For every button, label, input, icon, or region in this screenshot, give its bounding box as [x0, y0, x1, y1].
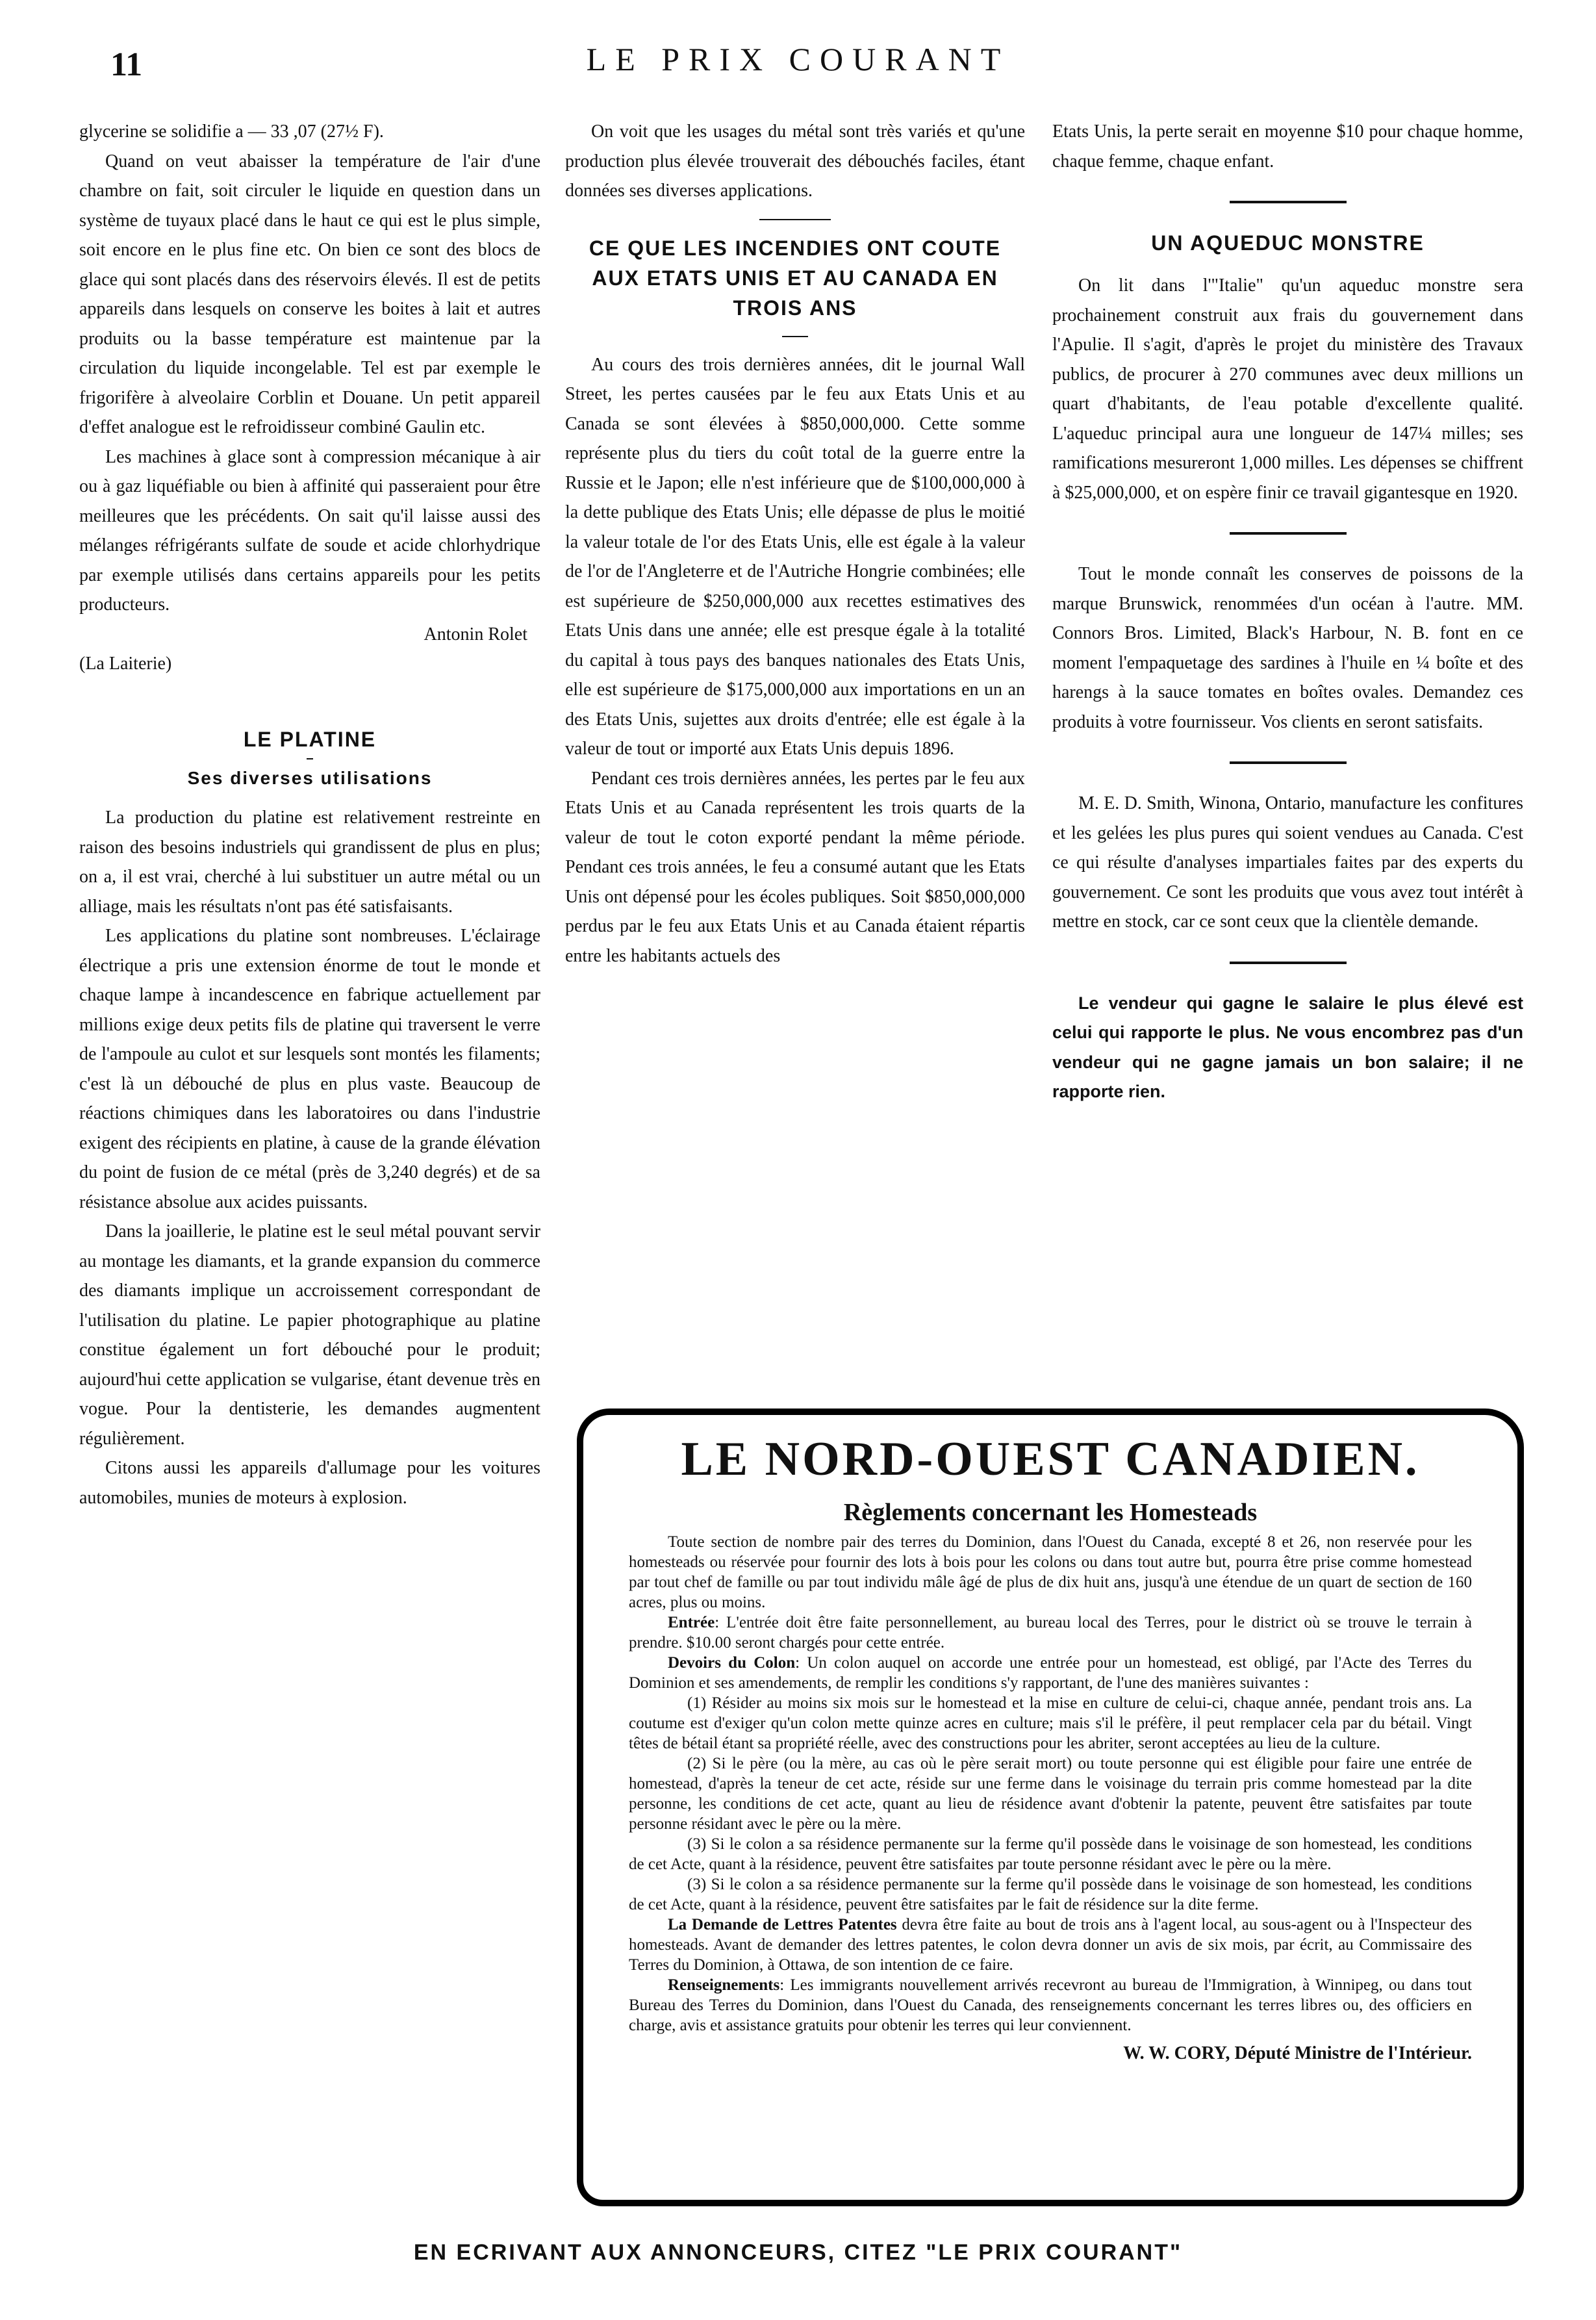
article-paragraph: Citons aussi les appareils d'allumage pour les voitures automobiles, munies de moteurs à explosion. — [79, 1458, 540, 1508]
platine-title: LE PLATINE — [243, 727, 377, 751]
ad-subtitle: Règlements concernant les Homesteads — [843, 1499, 1258, 1526]
fire-article-title: CE QUE LES INCENDIES ONT COUTE AUX ETATS UNIS ET AU CANADA EN TROIS ANS — [589, 236, 1002, 320]
ad-label: Entrée — [668, 1614, 715, 1631]
column-1 — [79, 117, 540, 1512]
salesman-notice: Le vendeur qui gagne le salaire le plus élevé est celui qui rapporte le plus. Ne vous encombrez pas d'un vendeur qui ne gagne jamais un bon salaire; il ne rapporte rien. — [1052, 993, 1523, 1101]
author-signature: Antonin Rolet — [424, 624, 527, 644]
advert-paragraph: Tout le monde connaît les conserves de poissons de la marque Brunswick, renommées d'un océan à l'autre. MM. Connors Bros. Limited, Black's Harbour, N. B. font en ce moment l'empaquetage des sardines à l'huile en ¼ boîte et des harengs à la sauce tomates en boîtes ovales. Demandez ces produits à votre fournisseur. Vos clients en seront satisfaits. — [1052, 564, 1523, 732]
page-number: 11 — [110, 46, 143, 83]
divider — [1230, 532, 1347, 535]
article-paragraph: Les machines à glace sont à compression mécanique à air ou à gaz liquéfiable ou bien à affinité qui passeraient pour être meilleures que les précédents. On sait qu'il laisse aussi des mélanges réfrigérants sulfate de soude et acide chlorhydrique par exemple utilisés dans certains appareils pour les petits producteurs. — [79, 446, 540, 615]
divider — [307, 758, 313, 759]
ad-paragraph: : Un colon auquel on accorde une entrée pour un homestead, est obligé, par l'Acte des Terres du Dominion et ses amendements, de remplir les conditions s'y rapportant, de l'une des manières suivantes : — [629, 1654, 1472, 1692]
ad-paragraph: (3) Si le colon a sa résidence permanente sur la ferme qu'il possède dans le voisinage de son homestead, les conditions de cet Acte, quant à la résidence, peuvent être satisfaites par toute personne résidant avec le père ou la mère. — [629, 1835, 1472, 1873]
ad-paragraph: (1) Résider au moins six mois sur le homestead et la mise en culture de celui-ci, chaque année, pendant trois ans. La coutume est d'exiger qu'un colon mette quinze acres en culture; mais s'il le préfère, il peut remplacer cela par du bétail. Vingt têtes de bétail étant sa propriété réelle, avec des constructions pour les abriter, seront acceptées au lieu de la culture. — [629, 1694, 1472, 1752]
ad-paragraph: (3) Si le colon a sa résidence permanente sur la ferme qu'il possède dans le voisinage de son homestead, les conditions de cet Acte, quant à la résidence, peuvent être satisfaites par le fait de résidence sur la dite ferme. — [629, 1876, 1472, 1913]
column-2 — [565, 117, 1025, 971]
footer-notice: EN ECRIVANT AUX ANNONCEURS, CITEZ "LE PRIX COURANT" — [413, 2240, 1183, 2265]
article-paragraph: Quand on veut abaisser la température de l'air d'une chambre on fait, soit circuler le liquide en question dans un système de tuyaux placé dans le haut ce qui est le plus simple, soit encore en le plus fine etc. On bien ce sont des blocs de glace qui sont placés dans des réservoirs élevés. Il est de petits appareils dans lesquels on conserve les boites à lait et autres produits ou la basse température est maintenue par la circulation du liquide incongelable. Tel est par exemple le frigorifère à alveolaire Corblin et Douane. Un petit appareil d'effet analogue est le refroidisseur combiné Gaulin etc. — [79, 151, 540, 437]
divider — [1230, 962, 1347, 964]
article-paragraph: On voit que les usages du métal sont très variés et qu'une production plus élevée trouverait des débouchés faciles, étant données ses diverses applications. — [565, 121, 1025, 201]
platine-subtitle: Ses diverses utilisations — [187, 767, 433, 788]
divider — [759, 219, 831, 220]
article-paragraph: Etats Unis, la perte serait en moyenne $10 pour chaque homme, chaque femme, chaque enfant. — [1052, 121, 1523, 172]
article-paragraph: Pendant ces trois dernières années, les pertes par le feu aux Etats Unis et au Canada représentent les trois quarts de la valeur de tout le coton exporté pendant la même période. Pendant ces trois années, le feu a consumé autant que les Etats Unis ont dépensé pour les écoles publiques. Soit $850,000,000 perdus par le feu aux Etats Unis et au Canada étaient répartis entre les habitants actuels des — [565, 768, 1025, 966]
article-source: (La Laiterie) — [79, 654, 172, 674]
divider — [782, 336, 808, 337]
ad-label: Devoirs du Colon — [668, 1654, 796, 1672]
ad-paragraph: devra être faite au bout de trois ans à l'agent local, au sous-agent ou à l'Inspecteur des homesteads. Avant de demander des lettres patentes, le colon devra donner un avis de six mois, par écrit, au Commissaire des Terres du Dominion, à Ottawa, de son intention de ce faire. — [629, 1916, 1472, 1974]
ad-body — [629, 1532, 1472, 2035]
article-paragraph: Dans la joaillerie, le platine est le seul métal pouvant servir au montage les diamants, et la grande expansion du commerce des diamants implique un accroissement correspondant de l'utilisation du platine. Le papier photographique au platine constitue également un fort débouché pour le produit; aujourd'hui cette application se vulgarise, étant devenue très en vogue. Pour la dentisterie, les demandes augmentent régulièrement. — [79, 1221, 540, 1449]
article-paragraph: On lit dans l'"Italie" qu'un aqueduc monstre sera prochainement construit aux frais du gouvernement dans l'Apulie. Il s'agit, d'après le projet du ministère des Travaux publics, de procurer à 270 communes avec deux millions un quart d'habitants, de l'eau potable d'excellente qualité. L'aqueduc principal aura une longueur de 147¼ milles; ses ramifications mesureront 1,000 milles. Les dépenses se chiffrent à $25,000,000, et on espère finir ce travail gigantesque en 1920. — [1052, 275, 1523, 503]
ad-label: La Demande de Lettres Patentes — [668, 1916, 897, 1933]
ad-paragraph: : Les immigrants nouvellement arrivés recevront au bureau de l'Immigration, à Winnipeg, ou dans tout Bureau des Terres du Dominion, dans l'Ouest du Canada, des renseignements concernant les terres libres ou, des officiers en charge, avis et assistance gratuits pour obtenir les terres qui leur conviennent. — [629, 1976, 1472, 2034]
homestead-advertisement — [577, 1409, 1524, 2206]
ad-paragraph: : L'entrée doit être faite personnellement, au bureau local des Terres, pour le district où se trouve le terrain à prendre. $10.00 seront chargés pour cette entrée. — [629, 1614, 1472, 1651]
ad-signature: W. W. CORY, Député Ministre de l'Intérieur. — [1123, 2043, 1472, 2063]
ad-title: LE NORD-OUEST CANADIEN. — [681, 1433, 1420, 1486]
ad-paragraph: Toute section de nombre pair des terres du Dominion, dans l'Ouest du Canada, excepté 8 et 26, non reservée pour les homesteads ou réservée pour fournir des lots à bois pour les colons ou dans tout autre but, pourra être prise comme homestead par tout chef de famille ou par tout individu mâle âgé de plus de dix huit ans, jusqu'à une étendue de un quart de section de 160 acres, plus ou moins. — [629, 1533, 1472, 1611]
ad-paragraph: (2) Si le père (ou la mère, au cas où le père serait mort) ou toute personne qui est éligible pour faire une entrée de homestead, d'après la teneur de cet acte, réside sur une ferme dans le voisinage du terrain pris comme homestead par la dite personne, les conditions de cet acte, quant au lieu de résidence avant d'obtenir la patente, peuvent être satisfaites par toute personne résidant avec le père ou la mère. — [629, 1755, 1472, 1833]
article-paragraph: Les applications du platine sont nombreuses. L'éclairage électrique a pris une extension énorme de tout le monde et chaque lampe à incandescence en fabrique actuellement par millions exige deux petits fils de platine qui traversent le verre de l'ampoule au culot et sur lesquels sont montés les filaments; c'est là un débouché de plus en plus vaste. Beaucoup de réactions chimiques dans les laboratoires ou dans l'industrie exigent des récipients en platine, à cause de la grande élévation du point de fusion de ce métal (près de 3,240 degrés) et de sa résistance absolue aux acides puissants. — [79, 926, 540, 1212]
ad-label: Renseignements — [668, 1976, 780, 1994]
article-paragraph: La production du platine est relativement restreinte en raison des besoins industriels qui grandissent de plus en plus; on a, il est vrai, cherché à lui substituer un autre métal ou un alliage, mais les résultats n'ont pas été satisfaisants. — [79, 808, 540, 917]
divider — [1230, 201, 1347, 203]
column-3 — [1052, 117, 1523, 1107]
aqueduct-title: UN AQUEDUC MONSTRE — [1151, 231, 1425, 255]
journal-title: LE PRIX COURANT — [586, 41, 1010, 77]
article-paragraph: glycerine se solidifie a — 33 ,07 (27½ F). — [79, 121, 384, 142]
advert-paragraph: M. E. D. Smith, Winona, Ontario, manufacture les confitures et les gelées les plus pures qui soient vendues au Canada. C'est ce qui résulte d'analyses impartiales faites par des experts du gouvernement. Ce sont les produits que vous avez tout intérêt à mettre en stock, car ce sont ceux que la clientèle demande. — [1052, 793, 1523, 932]
article-paragraph: Au cours des trois dernières années, dit le journal Wall Street, les pertes causées par le feu aux Etats Unis et au Canada se sont élevées à $850,000,000. Cette somme représente plus du tiers du coût total de la guerre entre la Russie et le Japon; elle n'est inférieure que de $100,000,000 à la dette publique des Etats Unis; elle dépasse de plus le moitié la valeur totale de l'or des Etats Unis, elle est égale à la valeur de l'or de l'Angleterre et de l'Autriche Hongrie combinées; elle est supérieure de $250,000,000 aux recettes estimatives des Etats Unis dans une année; elle est presque égale à la totalité du capital à tous pays des banques nationales des Etats Unis, elle est supérieure de $175,000,000 aux importations en un an des Etats Unis, sujettes aux droits d'entrée; elle est égale à la valeur de tout or importé aux Etats Unis depuis 1896. — [565, 354, 1025, 759]
divider — [1230, 761, 1347, 764]
